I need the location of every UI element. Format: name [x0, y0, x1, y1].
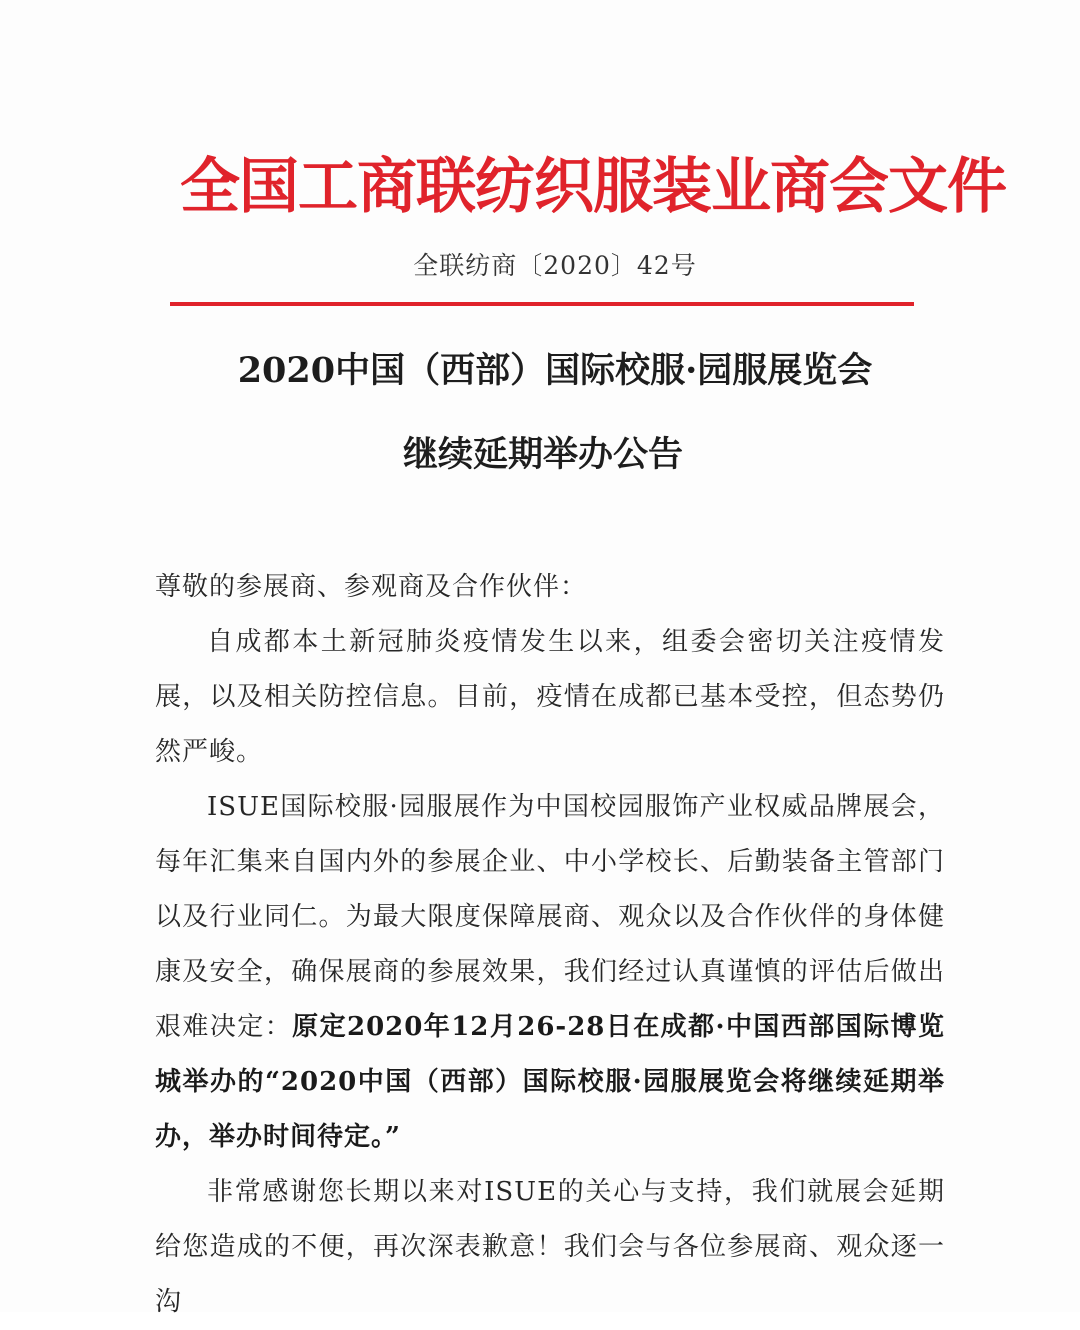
document-header-title: 全国工商联纺织服装业商会文件	[180, 152, 1006, 222]
paragraph-1: 自成都本土新冠肺炎疫情发生以来，组委会密切关注疫情发展，以及相关防控信息。目前，疫情在成都已基本受控，但态势仍然严峻。	[155, 627, 945, 767]
announcement-title-line2: 继续延期举办公告	[402, 434, 683, 475]
paragraph-2	[155, 780, 945, 1165]
announcement-title-line1: 2020中国（西部）国际校服·园服展览会	[237, 350, 873, 391]
red-divider-rule	[170, 302, 914, 306]
paragraph-3: 非常感谢您长期以来对ISUE的关心与支持，我们就展会延期给您造成的不便，再次深表歉意！我们会与各位参展商、观众逐一沟	[155, 1177, 945, 1317]
paragraph-2-bold-decision: 原定2020年12月26-28日在成都·中国西部国际博览城举办的“2020中国（西部）国际校服·园服展览会将继续延期举办，举办时间待定。”	[155, 1012, 945, 1152]
announcement-body	[155, 560, 945, 1330]
paragraph-2-text: ISUE国际校服·园服展作为中国校园服饰产业权威品牌展会，每年汇集来自国内外的参展企业、中小学校长、后勤装备主管部门以及行业同仁。为最大限度保障展商、观众以及合作伙伴的身体健康及安全，确保展商的参展效果，我们经过认真谨慎的评估后做出艰难决定：	[155, 792, 945, 1042]
salutation: 尊敬的参展商、参观商及合作伙伴：	[155, 572, 588, 602]
document-number: 全联纺商〔2020〕42号	[413, 251, 697, 280]
